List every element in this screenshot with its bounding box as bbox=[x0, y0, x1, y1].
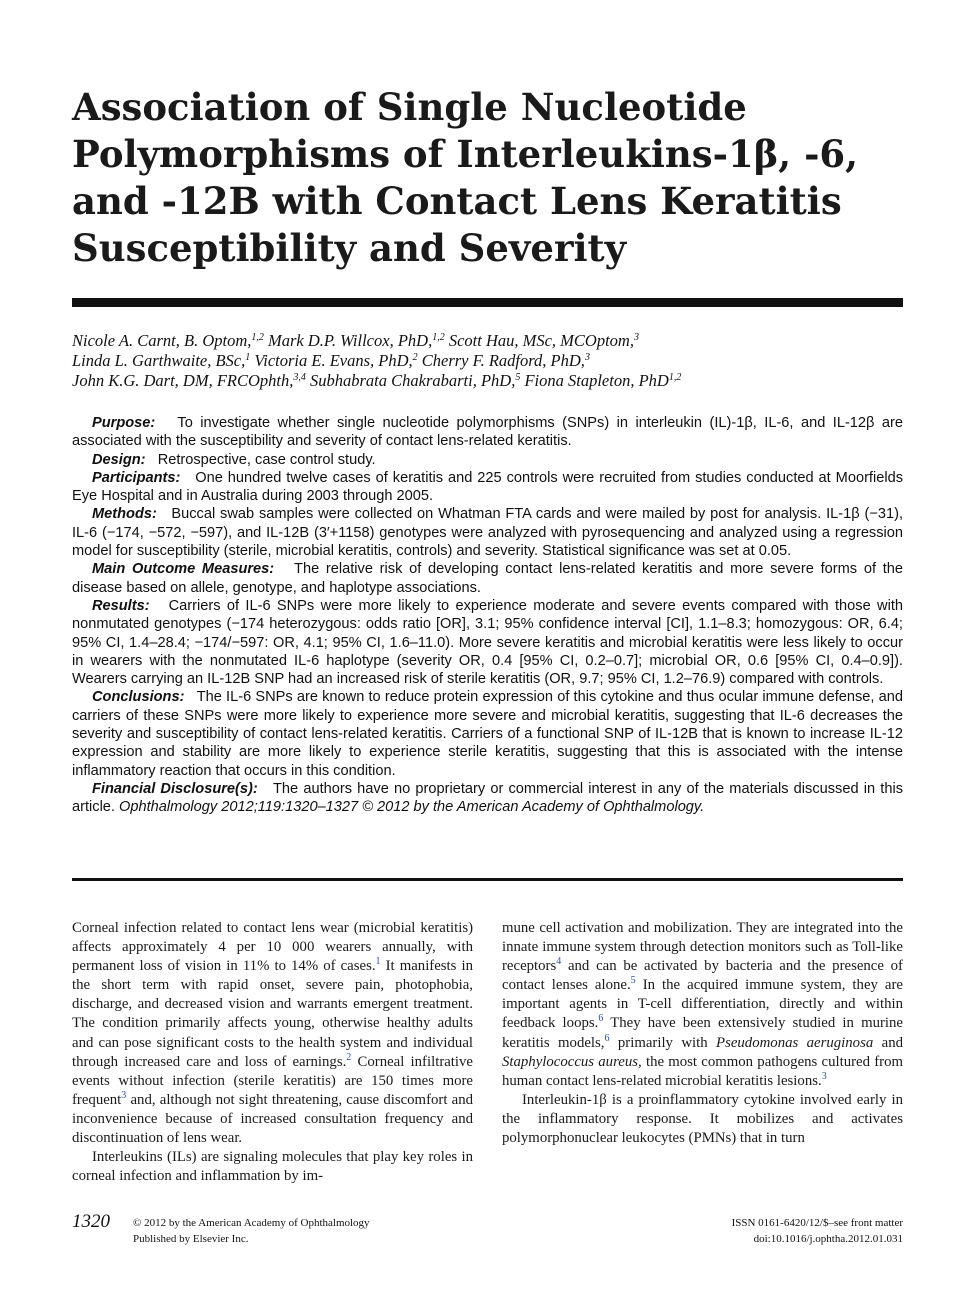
author-name: Victoria E. Evans, PhD, bbox=[250, 351, 413, 370]
abstract-disclosure bbox=[72, 780, 903, 817]
author-name: Cherry F. Radford, PhD, bbox=[417, 351, 585, 370]
author-name: Linda L. Garthwaite, BSc, bbox=[72, 351, 246, 370]
abstract-outcome bbox=[72, 560, 903, 597]
author-name: Subhabrata Chakrabarti, PhD, bbox=[305, 371, 516, 390]
section-text: The authors have no proprietary or commercial interest in any of the materials discussed in this article. bbox=[72, 780, 903, 816]
section-text: Carriers of IL-6 SNPs were more likely to experience moderate and severe events compared with those with nonmutated genotypes (−174 heterozygous: odds ratio [OR], 3.1; 95% confidence interval [CI], 1.1–8.3; homozygous: OR, 6.4; 95% CI, 1.4–28.4; −174/−597: OR, 4.1; 95% CI, 1.6–11.0). More severe keratitis and microbial keratitis were less likely to occur in wearers with the nonmutated IL-6 haplotype (severity OR, 0.4 [95% CI, 0.2–0.7]; microbial OR, 0.6 [95% CI, 0.4–0.9]). Wearers carrying an IL-12B SNP had an increased risk of sterile keratitis (OR, 9.7; 95% CI, 1.2–76.9) compared with controls. bbox=[72, 597, 903, 688]
abstract-purpose bbox=[72, 414, 903, 451]
author-affiliation: 1 bbox=[245, 352, 251, 363]
body-paragraph bbox=[502, 919, 903, 1091]
section-label: Results: bbox=[92, 597, 150, 614]
body-text: Interleukins (ILs) are signaling molecules that play key roles in corneal infection and inflammation by im- bbox=[72, 1149, 473, 1185]
author-affiliation: 3,4 bbox=[293, 372, 306, 383]
author-name: Nicole A. Carnt, B. Optom, bbox=[72, 331, 252, 350]
journal-citation: Ophthalmology 2012;119:1320–1327 © 2012 by the American Academy of Ophthalmology. bbox=[119, 799, 705, 816]
section-label: Methods: bbox=[92, 506, 157, 523]
title-divider bbox=[72, 298, 903, 307]
title-line: Susceptibility and Severity bbox=[72, 226, 627, 270]
body-paragraph bbox=[72, 919, 473, 1148]
title-line: Association of Single Nucleotide bbox=[72, 85, 747, 129]
section-label: Main Outcome Measures: bbox=[92, 561, 275, 578]
body-text: It manifests in the short term with rapid onset, severe pain, photophobia, discharge, and decreased vision and warrants emergent treatment. The condition primarily affects young, otherwise healthy adults and can pose significant costs to the health system and individual through increased care and loss of earnings. bbox=[72, 958, 474, 1070]
author-affiliation: 3 bbox=[584, 352, 590, 363]
species-name: Pseudomonas aeruginosa bbox=[716, 1034, 874, 1051]
body-text: Corneal infection related to contact lens wear (microbial keratitis) affects approximately 4 per 10 000 wearers annually, with permanent loss of vision in 11% to 14% of cases. bbox=[72, 920, 473, 975]
title-line: and -12B with Contact Lens Keratitis bbox=[72, 179, 842, 223]
section-text: The relative risk of developing contact lens-related keratitis and more severe forms of the disease based on allele, genotype, and haplotype associations. bbox=[72, 561, 904, 596]
abstract-methods bbox=[72, 505, 903, 560]
publisher-line: Published by Elsevier Inc. bbox=[133, 1233, 249, 1245]
abstract-conclusions bbox=[72, 688, 903, 779]
author-affiliation: 5 bbox=[515, 372, 521, 383]
section-text: To investigate whether single nucleotide polymorphisms (SNPs) in interleukin (IL)-1β, IL-6, and IL-12β are associated with the susceptibility and severity of contact lens-related keratitis. bbox=[72, 415, 904, 450]
citation-link[interactable]: 5 bbox=[630, 975, 636, 987]
abstract-participants bbox=[72, 469, 903, 506]
body-text: and can be activated by bacteria and the presence of contact lenses alone. bbox=[502, 958, 903, 994]
author-affiliation: 1,2 bbox=[432, 332, 445, 343]
citation-link[interactable]: 2 bbox=[346, 1051, 352, 1063]
body-text: mune cell activation and mobilization. They are integrated into the innate immune system through detection monitors such as Toll-like receptors bbox=[502, 920, 903, 975]
section-label: Purpose: bbox=[92, 415, 156, 431]
section-text: Buccal swab samples were collected on Whatman FTA cards and were mailed by post for analysis. IL-1β (−31), IL-6 (−174, −572, −597), and IL-12B (3′+1158) genotypes were analyzed with pyrosequencing and analyzed using a regression model for susceptibility (sterile, microbial keratitis, controls) and severity. Statistical significance was set at 0.05. bbox=[72, 506, 904, 560]
abstract-results bbox=[72, 597, 903, 688]
body-text: primarily with bbox=[609, 1034, 717, 1051]
body-paragraph bbox=[502, 1091, 903, 1148]
section-label: Financial Disclosure(s): bbox=[92, 780, 258, 797]
body-paragraph bbox=[72, 1148, 473, 1186]
author-name: Scott Hau, MSc, MCOptom, bbox=[444, 331, 634, 350]
body-column-right bbox=[502, 919, 903, 1148]
article-title bbox=[72, 84, 912, 272]
author-affiliation: 1,2 bbox=[251, 332, 264, 343]
body-text: In the acquired immune system, they are important agents in T-cell differentiation, directly and within feedback loops. bbox=[502, 977, 903, 1032]
citation-link[interactable]: 1 bbox=[375, 956, 381, 968]
citation-link[interactable]: 3 bbox=[121, 1089, 127, 1101]
section-text: The IL-6 SNPs are known to reduce protein expression of this cytokine and thus ocular immune defense, and carriers of these SNPs were more likely to experience more severe and microbial keratitis, suggesting that IL-6 decreases the severity and susceptibility of contact lens-related keratitis. Carriers of a functional SNP of IL-12B that is known to increase IL-12 expression and stability are more likely to experience sterile keratitis, suggesting that this is associated with the intense inflammatory reaction that occurs in this condition. bbox=[72, 689, 903, 779]
citation-link[interactable]: 3 bbox=[821, 1070, 827, 1082]
citation-link[interactable]: 6 bbox=[604, 1032, 610, 1044]
author-line bbox=[72, 331, 903, 351]
author-affiliation: 1,2 bbox=[668, 372, 682, 383]
section-text: One hundred twelve cases of keratitis and 225 controls were recruited from studies conducted at Moorfields Eye Hospital and in Australia during 2003 through 2005. bbox=[72, 469, 903, 505]
section-text: Retrospective, case control study. bbox=[157, 451, 376, 468]
author-line bbox=[72, 371, 903, 391]
citation-link[interactable]: 6 bbox=[598, 1013, 604, 1025]
footer-copyright-block bbox=[133, 1215, 370, 1247]
footer-issn-block bbox=[732, 1215, 903, 1247]
body-text: the most common pathogens cultured from human contact lens-related microbial keratitis lesions. bbox=[502, 1053, 904, 1089]
author-name: Mark D.P. Willcox, PhD, bbox=[263, 331, 433, 350]
section-label: Design: bbox=[92, 451, 146, 468]
abstract-divider bbox=[72, 878, 903, 881]
abstract-design bbox=[72, 451, 903, 469]
section-label: Participants: bbox=[92, 469, 181, 486]
body-text: They have been extensively studied in murine keratitis models, bbox=[502, 1015, 904, 1051]
author-list bbox=[72, 331, 903, 391]
abstract bbox=[72, 414, 903, 817]
body-column-left bbox=[72, 919, 473, 1186]
issn-line: ISSN 0161-6420/12/$–see front matter bbox=[731, 1217, 903, 1229]
body-text: Corneal infiltrative events without infection (sterile keratitis) are 150 times more frequent bbox=[72, 1053, 473, 1108]
body-text: and bbox=[873, 1034, 903, 1051]
author-name: John K.G. Dart, DM, FRCOphth, bbox=[72, 371, 294, 390]
section-label: Conclusions: bbox=[92, 689, 185, 706]
species-name: Staphylococcus aureus, bbox=[502, 1053, 642, 1070]
author-line bbox=[72, 351, 903, 371]
copyright-line: © 2012 by the American Academy of Ophthalmology bbox=[133, 1217, 370, 1229]
citation-link[interactable]: 4 bbox=[556, 956, 562, 968]
doi-line[interactable]: doi:10.1016/j.ophtha.2012.01.031 bbox=[753, 1233, 903, 1245]
author-affiliation: 3 bbox=[633, 332, 639, 343]
page-number: 1320 bbox=[72, 1211, 110, 1232]
title-line: Polymorphisms of Interleukins-1β, -6, bbox=[72, 132, 859, 176]
author-affiliation: 2 bbox=[412, 352, 418, 363]
body-text: Interleukin-1β is a proinflammatory cytokine involved early in the inflammatory response. It mobilizes and activates polymorphonuclear leukocytes (PMNs) that in turn bbox=[502, 1091, 903, 1147]
body-text: and, although not sight threatening, cause discomfort and inconvenience because of increased consultation frequency and discontinuation of lens wear. bbox=[72, 1091, 473, 1147]
author-name: Fiona Stapleton, PhD bbox=[520, 371, 669, 390]
